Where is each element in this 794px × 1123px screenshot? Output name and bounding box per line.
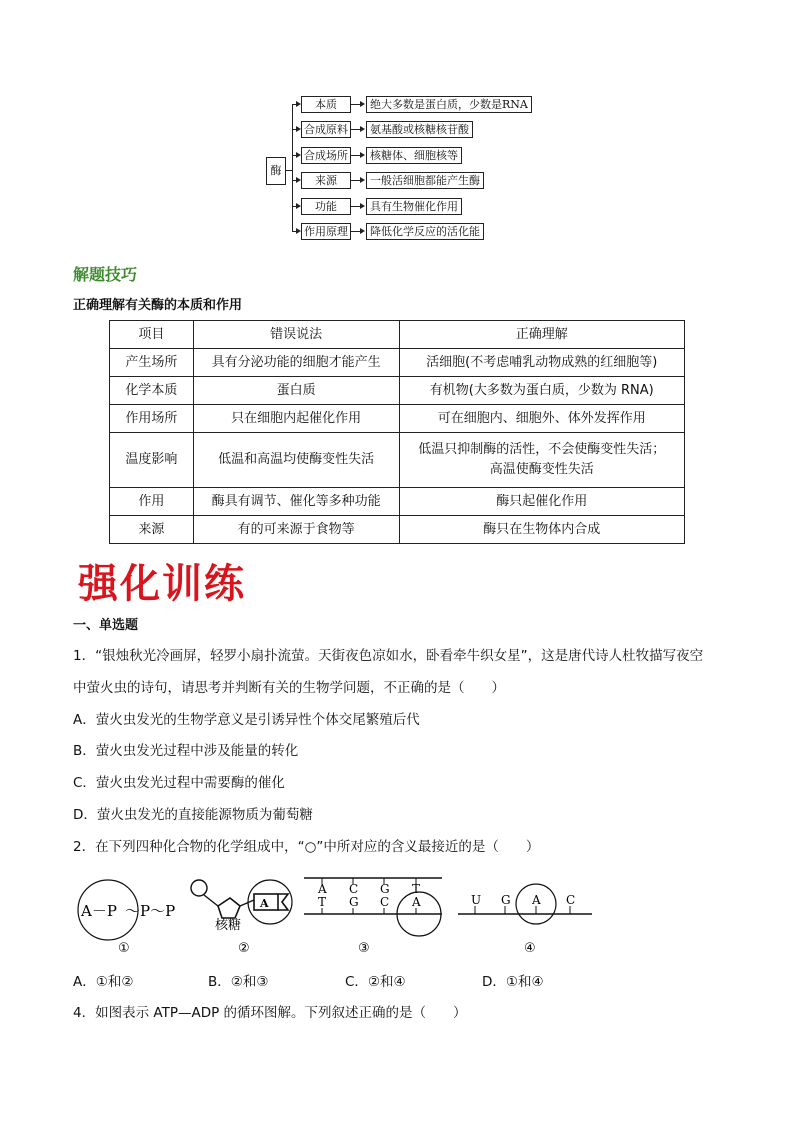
tips-subheading: 正确理解有关酶的本质和作用 <box>73 298 243 313</box>
fig2-base: A <box>260 897 269 910</box>
fig4-bases <box>471 893 575 914</box>
fig2-base-tail <box>278 894 288 910</box>
concept-desc: 具有生物催化作用 <box>366 198 462 215</box>
fig3-top-base: T <box>412 882 421 896</box>
q2-option-c: C．②和④ <box>345 974 406 990</box>
fig4-num: ④ <box>524 941 536 956</box>
concept-label: 本质 <box>301 96 351 113</box>
fig3-num: ③ <box>358 941 370 956</box>
table-cell: 来源 <box>110 516 194 544</box>
q1-option-d: D．萤火虫发光的直接能源物质为葡萄糖 <box>73 807 313 823</box>
fig3-bottom-base: A <box>412 895 421 909</box>
table-cell: 蛋白质 <box>193 377 399 405</box>
table-header-cell: 错误说法 <box>193 321 399 349</box>
concept-desc: 核糖体、细胞核等 <box>366 147 462 164</box>
fig3-bottom-base: C <box>380 895 390 909</box>
section-title: 一、单选题 <box>73 618 139 633</box>
q2-option-d: D．①和④ <box>482 974 544 990</box>
table-row <box>110 349 685 377</box>
table-cell: 温度影响 <box>110 433 194 488</box>
table-cell: 作用场所 <box>110 405 194 433</box>
concept-center: 酶 <box>266 157 286 185</box>
table-cell: 酶只在生物体内合成 <box>399 516 685 544</box>
table-cell: 酶只起催化作用 <box>399 488 685 516</box>
training-title: 强化训练 <box>78 560 246 607</box>
table-header-cell: 项目 <box>110 321 194 349</box>
table-header-row <box>110 321 685 349</box>
tips-table <box>109 320 685 544</box>
table-header-cell: 正确理解 <box>399 321 685 349</box>
concept-label: 来源 <box>301 172 351 189</box>
q2-stem: 2．在下列四种化合物的化学组成中，“○”中所对应的含义最接近的是（ ） <box>73 839 540 855</box>
table-cell: 产生场所 <box>110 349 194 377</box>
table-cell: 具有分泌功能的细胞才能产生 <box>193 349 399 377</box>
table-cell: 作用 <box>110 488 194 516</box>
table-cell <box>399 433 685 488</box>
table-cell: 活细胞(不考虑哺乳动物成熟的红细胞等) <box>399 349 685 377</box>
fig3-bottom-base: T <box>318 895 327 909</box>
concept-label: 作用原理 <box>301 223 351 240</box>
fig3-top-base: G <box>380 882 390 896</box>
q2-option-b: B．②和③ <box>208 974 269 990</box>
q1-stem-line1: 1．“银烛秋光冷画屏，轻罗小扇扑流萤。天街夜色凉如水，卧看牵牛织女星”，这是唐代诗人杜牧描写夜空 <box>73 648 704 664</box>
concept-label: 合成场所 <box>301 147 351 164</box>
concept-label: 合成原料 <box>301 121 351 138</box>
concept-desc: 一般活细胞都能产生酶 <box>366 172 484 189</box>
table-cell: 可在细胞内、细胞外、体外发挥作用 <box>399 405 685 433</box>
table-row <box>110 516 685 544</box>
fig4-base: G <box>501 893 511 907</box>
table-cell: 酶具有调节、催化等多种功能 <box>193 488 399 516</box>
q2-option-a: A．①和② <box>73 974 134 990</box>
table-cell: 低温和高温均使酶变性失活 <box>193 433 399 488</box>
table-row <box>110 405 685 433</box>
table-cell: 化学本质 <box>110 377 194 405</box>
fig4-base: U <box>471 893 482 907</box>
table-cell: 只在细胞内起催化作用 <box>193 405 399 433</box>
fig1-rest: ～P～P <box>125 902 176 920</box>
fig3-bottom-base: G <box>349 895 359 909</box>
table-row <box>110 433 685 488</box>
fig2-sugar <box>218 898 240 918</box>
fig2-bond1 <box>204 895 218 906</box>
concept-label: 功能 <box>301 198 351 215</box>
concept-desc: 氨基酸或核糖核苷酸 <box>366 121 473 138</box>
q1-option-a: A．萤火虫发光的生物学意义是引诱异性个体交尾繁殖后代 <box>73 712 420 728</box>
q1-stem-line2: 中萤火虫的诗句，请思考并判断有关的生物学问题，不正确的是（ ） <box>73 680 505 696</box>
table-cell: 有机物(大多数为蛋白质，少数为 RNA) <box>399 377 685 405</box>
concept-desc: 降低化学反应的活化能 <box>366 223 484 240</box>
table-cell: 有的可来源于食物等 <box>193 516 399 544</box>
q1-option-c: C．萤火虫发光过程中需要酶的催化 <box>73 775 285 791</box>
fig4-base: A <box>532 893 541 907</box>
table-cell-line: 低温只抑制酶的活性，不会使酶变性失活； <box>418 442 666 457</box>
fig3-top-base: C <box>349 882 359 896</box>
table-row <box>110 488 685 516</box>
fig1-ap: A－P <box>81 902 117 920</box>
fig2-sugar-label: 核糖 <box>215 918 242 933</box>
fig2-phosphate <box>191 880 207 896</box>
table-row <box>110 377 685 405</box>
q2-figure <box>70 868 610 964</box>
q1-option-b: B．萤火虫发光过程中涉及能量的转化 <box>73 743 299 759</box>
table-cell-line: 高温使酶变性失活 <box>489 462 594 477</box>
fig2-bond2 <box>240 900 254 906</box>
concept-desc: 绝大多数是蛋白质，少数是RNA <box>366 96 532 113</box>
fig1-num: ① <box>118 941 130 956</box>
tips-heading: 解题技巧 <box>73 265 138 284</box>
fig3-top-base: A <box>318 882 327 896</box>
fig4-base: C <box>566 893 576 907</box>
fig2-num: ② <box>238 941 250 956</box>
q4-stem: 4．如图表示 ATP—ADP 的循环图解。下列叙述正确的是（ ） <box>73 1005 467 1021</box>
